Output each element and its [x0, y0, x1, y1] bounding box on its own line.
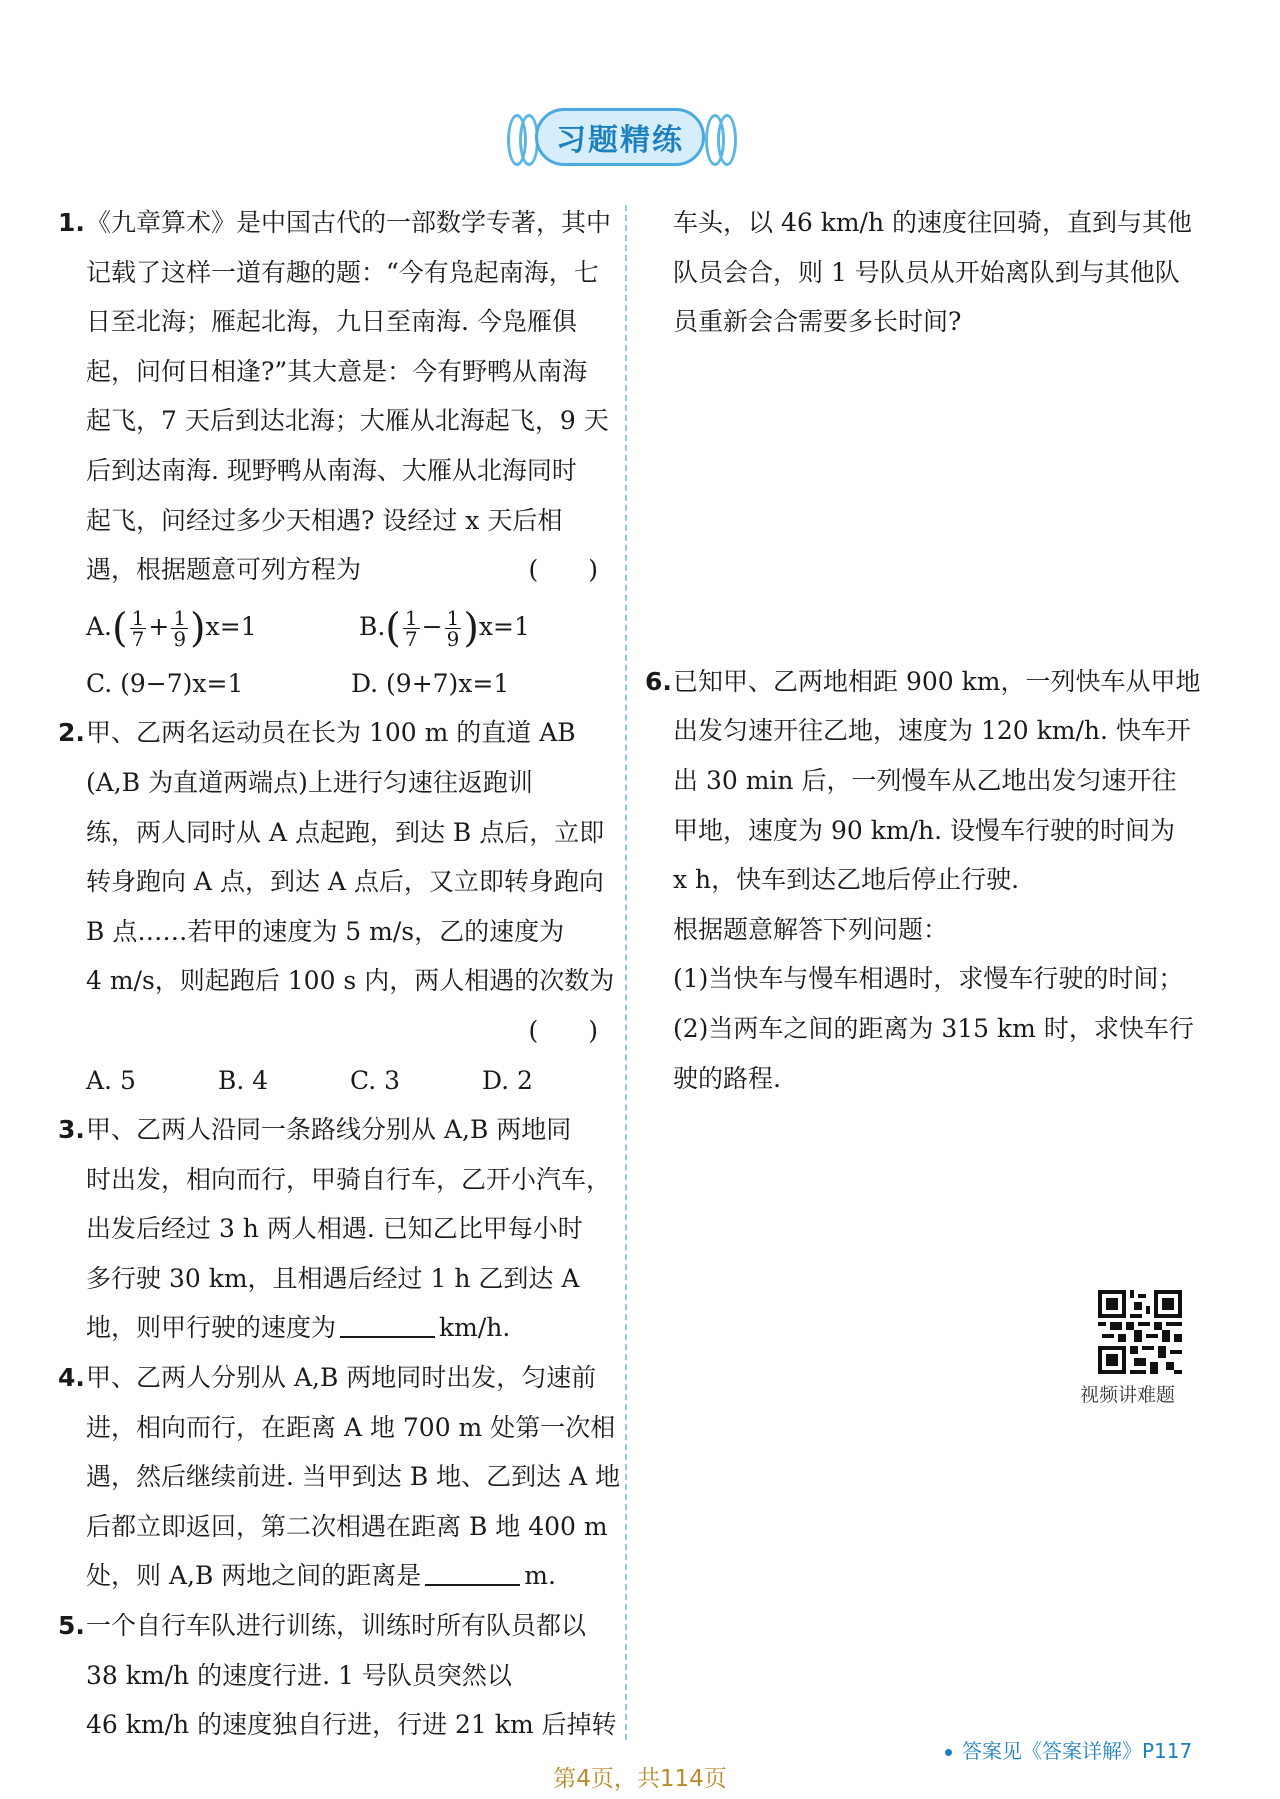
- question-text: 一个自行车队进行训练，训练时所有队员都以: [86, 1611, 587, 1641]
- question-text: 出 30 min 后，一列慢车从乙地出发匀速开往: [673, 765, 1177, 795]
- unit-text: km/h.: [439, 1313, 511, 1343]
- question-text: 遇，然后继续前进. 当甲到达 B 地、乙到达 A 地: [86, 1462, 621, 1492]
- answer-paren: ( ): [528, 1015, 598, 1045]
- left-column: [58, 198, 621, 1750]
- question-text: 甲地，速度为 90 km/h. 设慢车行驶的时间为: [673, 815, 1175, 845]
- question-text: 队员会合，则 1 号队员从开始离队到与其他队: [673, 257, 1180, 287]
- question-text: 记载了这样一道有趣的题：“今有凫起南海，七: [86, 257, 599, 287]
- question-6: [645, 657, 1215, 1103]
- unit-text: m.: [524, 1561, 556, 1591]
- option-d: D. (9+7)x=1: [351, 668, 510, 698]
- question-text: (A,B 为直道两端点)上进行匀速往返跑训: [86, 767, 533, 797]
- options-row: [58, 595, 608, 659]
- question-text: 进，相向而行，在距离 A 地 700 m 处第一次相: [86, 1412, 616, 1442]
- question-text: 处，则 A,B 两地之间的距离是: [86, 1561, 422, 1591]
- question-number: 1.: [58, 208, 85, 237]
- question-number: 3.: [58, 1115, 85, 1145]
- option-a: A. 5: [86, 1065, 136, 1095]
- qr-caption: 视频讲难题: [1080, 1384, 1176, 1406]
- answer-blank[interactable]: [425, 1560, 520, 1586]
- question-text: 4 m/s，则起跑后 100 s 内，两人相遇的次数为: [86, 966, 615, 996]
- question-text: 《九章算术》是中国古代的一部数学专著，其中: [86, 208, 612, 237]
- question-text: 甲、乙两人沿同一条路线分别从 A,B 两地同: [86, 1115, 572, 1145]
- options-row: [58, 1056, 608, 1106]
- option-c: C. (9−7)x=1: [86, 668, 244, 698]
- question-text: 练，两人同时从 A 点起跑，到达 B 点后，立即: [86, 817, 605, 847]
- question-text: 驶的路程.: [673, 1063, 781, 1093]
- question-text: B 点……若甲的速度为 5 m/s，乙的速度为: [86, 916, 565, 946]
- question-text: 甲、乙两名运动员在长为 100 m 的直道 AB: [86, 718, 576, 748]
- question-text: 后都立即返回，第二次相遇在距离 B 地 400 m: [86, 1511, 608, 1541]
- question-4: [58, 1353, 621, 1601]
- question-text: 员重新会合需要多长时间?: [673, 307, 962, 337]
- options-row: [58, 659, 608, 709]
- question-1: [58, 198, 612, 708]
- question-text: (2)当两车之间的距离为 315 km 时，求快车行: [673, 1013, 1194, 1043]
- option-d: D. 2: [482, 1065, 533, 1095]
- answer-space: [645, 347, 1215, 657]
- question-text: 起，问何日相逢?”其大意是：今有野鸭从南海: [86, 356, 588, 386]
- answer-paren: ( ): [528, 555, 598, 585]
- question-text: 甲、乙两人分别从 A,B 两地同时出发，匀速前: [86, 1363, 597, 1393]
- option-b: B.( $\frac{1}{7}$ − $\frac{1}{9}$ )x=1: [358, 605, 530, 652]
- qr-code-icon[interactable]: [1098, 1290, 1182, 1374]
- question-text: 后到达南海. 现野鸭从南海、大雁从北海同时: [86, 455, 577, 485]
- answer-blank[interactable]: [340, 1312, 435, 1338]
- option-a: A.( $\frac{1}{7}$ + $\frac{1}{9}$ )x=1: [86, 605, 257, 652]
- question-text: 已知甲、乙两地相距 900 km，一列快车从甲地: [673, 666, 1201, 696]
- question-text: (1)当快车与慢车相遇时，求慢车行驶的时间；: [673, 964, 1184, 994]
- question-5-continued: [645, 198, 1215, 347]
- question-2: [58, 708, 615, 1105]
- question-text: 38 km/h 的速度行进. 1 号队员突然以: [86, 1660, 512, 1690]
- decor-ring-right: [717, 114, 737, 166]
- question-text: 遇，根据题意可列方程为: [86, 555, 362, 585]
- question-text: 日至北海；雁起北海，九日至南海. 今凫雁俱: [86, 307, 577, 337]
- question-text: 出发后经过 3 h 两人相遇. 已知乙比甲每小时: [86, 1214, 583, 1244]
- question-text: 地，则甲行驶的速度为: [86, 1313, 337, 1343]
- question-text: x h，快车到达乙地后停止行驶.: [673, 865, 1020, 895]
- question-text: 车头，以 46 km/h 的速度往回骑，直到与其他: [673, 208, 1193, 237]
- question-number: 5.: [58, 1611, 85, 1641]
- question-text: 46 km/h 的速度独自行进，行进 21 km 后掉转: [86, 1710, 617, 1740]
- option-b: B. 4: [218, 1065, 269, 1095]
- question-text: 起飞，7 天后到达北海；大雁从北海起飞，9 天: [86, 406, 609, 436]
- option-c: C. 3: [350, 1065, 401, 1095]
- question-text: 根据题意解答下列问题：: [673, 914, 949, 944]
- question-number: 4.: [58, 1363, 85, 1393]
- question-text: 出发匀速开往乙地，速度为 120 km/h. 快车开: [673, 716, 1191, 746]
- section-header: [505, 108, 735, 166]
- question-text: 转身跑向 A 点，到达 A 点后，又立即转身跑向: [86, 867, 604, 897]
- question-3: [58, 1105, 612, 1353]
- bullet-icon: [945, 1749, 952, 1756]
- question-number: 6.: [645, 666, 672, 696]
- question-5: [58, 1601, 617, 1750]
- right-column: [645, 198, 1215, 1103]
- section-title: 习题精练: [535, 108, 705, 166]
- question-text: 多行驶 30 km，且相遇后经过 1 h 乙到达 A: [86, 1263, 580, 1293]
- question-text: 起飞，问经过多少天相遇? 设经过 x 天后相: [86, 505, 563, 535]
- question-text: 时出发，相向而行，甲骑自行车，乙开小汽车，: [86, 1164, 612, 1194]
- page-counter: 第4页，共114页: [553, 1766, 727, 1792]
- question-number: 2.: [58, 718, 85, 748]
- column-divider: [625, 205, 627, 1740]
- answer-reference-text: 答案见《答案详解》P117: [962, 1739, 1193, 1763]
